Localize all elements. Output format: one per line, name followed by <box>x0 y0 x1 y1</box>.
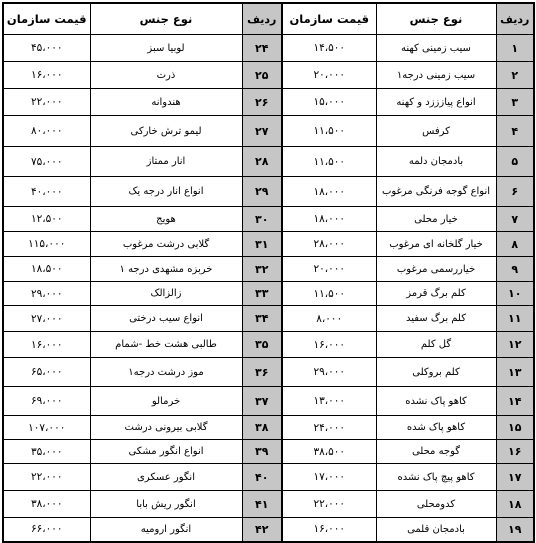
right-item-price: ۱۷،۰۰۰ <box>282 464 376 491</box>
right-item-price: ۸،۰۰۰ <box>282 306 376 332</box>
left-item-price: ۱۱۵،۰۰۰ <box>3 232 90 257</box>
right-item-name: انواع گوجه فرنگی مرغوب <box>376 177 496 207</box>
left-item-name: ذرت <box>90 62 242 89</box>
table-row <box>3 491 534 518</box>
right-item-name: کاهو پاک شده <box>376 416 496 440</box>
left-item-name: لوبیا سبز <box>90 35 242 62</box>
left-item-price: ۲۲،۰۰۰ <box>3 89 90 116</box>
right-item-name: سیب زمینی درجه۱ <box>376 62 496 89</box>
left-item-name: هندوانه <box>90 89 242 116</box>
right-item-index: ۱۳ <box>496 358 534 387</box>
left-item-name: انگور عسکری <box>90 464 242 491</box>
right-item-index: ۴ <box>496 116 534 147</box>
table-row <box>3 358 534 387</box>
right-item-name: بادمجان دلمه <box>376 147 496 177</box>
left-item-price: ۱۶،۰۰۰ <box>3 62 90 89</box>
left-item-index: ۳۴ <box>242 306 282 332</box>
table-row <box>3 257 534 282</box>
left-item-name: زالزالک <box>90 282 242 306</box>
right-item-index: ۱۶ <box>496 440 534 464</box>
right-item-index: ۱۰ <box>496 282 534 306</box>
right-item-index: ۳ <box>496 89 534 116</box>
header-row <box>3 3 534 35</box>
left-item-price: ۸۰،۰۰۰ <box>3 116 90 147</box>
table-row <box>3 232 534 257</box>
left-item-name: انواع انگور مشکی <box>90 440 242 464</box>
right-item-index: ۶ <box>496 177 534 207</box>
right-item-price: ۱۶،۰۰۰ <box>282 518 376 542</box>
right-item-name: خیار گلخانه ای مرغوب <box>376 232 496 257</box>
left-item-price: ۶۹،۰۰۰ <box>3 387 90 416</box>
left-item-price: ۶۵،۰۰۰ <box>3 358 90 387</box>
left-item-name: انواع انار درجه یک <box>90 177 242 207</box>
right-item-index: ۹ <box>496 257 534 282</box>
right-item-price: ۲۰،۰۰۰ <box>282 62 376 89</box>
table-row <box>3 332 534 358</box>
right-item-index: ۱۷ <box>496 464 534 491</box>
right-item-name: کرفس <box>376 116 496 147</box>
right-item-price: ۲۸،۰۰۰ <box>282 232 376 257</box>
right-item-name: خیاررسمی مرغوب <box>376 257 496 282</box>
right-item-index: ۱ <box>496 35 534 62</box>
right-item-price: ۱۳،۰۰۰ <box>282 387 376 416</box>
left-item-index: ۲۸ <box>242 147 282 177</box>
right-item-index: ۷ <box>496 207 534 232</box>
left-item-price: ۲۹،۰۰۰ <box>3 282 90 306</box>
left-item-price: ۱۲،۵۰۰ <box>3 207 90 232</box>
right-item-price: ۳۸،۵۰۰ <box>282 440 376 464</box>
right-item-index: ۱۵ <box>496 416 534 440</box>
right-item-index: ۱۴ <box>496 387 534 416</box>
left-item-name: لیمو ترش خارکی <box>90 116 242 147</box>
header-name-left: نوع جنس <box>90 3 242 35</box>
table-row <box>3 147 534 177</box>
right-item-price: ۱۱،۵۰۰ <box>282 116 376 147</box>
left-item-name: گلابی درشت مرغوب <box>90 232 242 257</box>
right-item-price: ۱۱،۵۰۰ <box>282 282 376 306</box>
right-item-name: سیب زمینی کهنه <box>376 35 496 62</box>
left-item-index: ۳۱ <box>242 232 282 257</box>
right-item-index: ۵ <box>496 147 534 177</box>
left-item-index: ۳۷ <box>242 387 282 416</box>
right-item-index: ۱۸ <box>496 491 534 518</box>
left-item-price: ۷۵،۰۰۰ <box>3 147 90 177</box>
right-item-name: بادمجان قلمی <box>376 518 496 542</box>
right-item-price: ۱۶،۰۰۰ <box>282 332 376 358</box>
right-item-name: کاهو پیچ پاک نشده <box>376 464 496 491</box>
right-item-name: خیار محلی <box>376 207 496 232</box>
table-row <box>3 282 534 306</box>
left-item-name: طالبی هشت خط -شمام <box>90 332 242 358</box>
right-item-index: ۸ <box>496 232 534 257</box>
right-item-price: ۱۸،۰۰۰ <box>282 177 376 207</box>
right-item-index: ۱۲ <box>496 332 534 358</box>
left-item-price: ۲۷،۰۰۰ <box>3 306 90 332</box>
left-item-price: ۱۶،۰۰۰ <box>3 332 90 358</box>
left-item-name: انگور ریش بابا <box>90 491 242 518</box>
price-list-table <box>2 2 535 543</box>
right-item-price: ۱۵،۰۰۰ <box>282 89 376 116</box>
table-row <box>3 177 534 207</box>
left-item-index: ۴۰ <box>242 464 282 491</box>
left-item-index: ۳۹ <box>242 440 282 464</box>
left-item-price: ۴۵،۰۰۰ <box>3 35 90 62</box>
left-item-name: انار ممتاز <box>90 147 242 177</box>
left-item-price: ۴۰،۰۰۰ <box>3 177 90 207</box>
table-row <box>3 116 534 147</box>
right-item-name: گوجه محلی <box>376 440 496 464</box>
header-name-right: نوع جنس <box>376 3 496 35</box>
right-item-index: ۱۹ <box>496 518 534 542</box>
left-item-index: ۳۳ <box>242 282 282 306</box>
left-item-price: ۳۵،۰۰۰ <box>3 440 90 464</box>
right-item-index: ۱۱ <box>496 306 534 332</box>
table-row <box>3 464 534 491</box>
left-item-index: ۲۷ <box>242 116 282 147</box>
header-index-left: ردیف <box>242 3 282 35</box>
right-item-index: ۲ <box>496 62 534 89</box>
right-item-price: ۱۱،۵۰۰ <box>282 147 376 177</box>
header-price-left: قیمت سازمان <box>3 3 90 35</box>
table-row <box>3 416 534 440</box>
left-item-price: ۳۸،۰۰۰ <box>3 491 90 518</box>
left-item-index: ۲۴ <box>242 35 282 62</box>
table-row <box>3 440 534 464</box>
left-item-name: انگور ارومیه <box>90 518 242 542</box>
right-item-price: ۱۸،۰۰۰ <box>282 207 376 232</box>
left-item-name: گلابی بیرونی درشت <box>90 416 242 440</box>
header-price-right: قیمت سازمان <box>282 3 376 35</box>
left-item-name: خربزه مشهدی درجه ۱ <box>90 257 242 282</box>
left-item-price: ۶۶،۰۰۰ <box>3 518 90 542</box>
left-item-name: هویج <box>90 207 242 232</box>
right-item-price: ۱۴،۵۰۰ <box>282 35 376 62</box>
right-item-name: کاهو پاک نشده <box>376 387 496 416</box>
table-row <box>3 306 534 332</box>
table-row <box>3 89 534 116</box>
left-item-index: ۳۶ <box>242 358 282 387</box>
left-item-index: ۳۵ <box>242 332 282 358</box>
table-row <box>3 62 534 89</box>
left-item-index: ۳۰ <box>242 207 282 232</box>
right-item-price: ۲۴،۰۰۰ <box>282 416 376 440</box>
left-item-price: ۱۰۷،۰۰۰ <box>3 416 90 440</box>
left-item-index: ۲۵ <box>242 62 282 89</box>
left-item-name: خرمالو <box>90 387 242 416</box>
header-index-right: ردیف <box>496 3 534 35</box>
right-item-name: کلم برگ سفید <box>376 306 496 332</box>
right-item-price: ۲۲،۰۰۰ <box>282 491 376 518</box>
left-item-price: ۲۲،۰۰۰ <box>3 464 90 491</box>
table-row <box>3 518 534 542</box>
left-item-index: ۴۱ <box>242 491 282 518</box>
table-row <box>3 387 534 416</box>
right-item-name: گل کلم <box>376 332 496 358</box>
left-item-index: ۳۲ <box>242 257 282 282</box>
left-item-price: ۱۸،۵۰۰ <box>3 257 90 282</box>
left-item-index: ۴۲ <box>242 518 282 542</box>
left-item-index: ۳۸ <box>242 416 282 440</box>
right-item-price: ۲۰،۰۰۰ <box>282 257 376 282</box>
table-row <box>3 35 534 62</box>
right-item-name: کلم بروکلی <box>376 358 496 387</box>
left-item-name: موز درشت درجه۱ <box>90 358 242 387</box>
table-row <box>3 207 534 232</box>
right-item-name: انواع پیازززد و کهنه <box>376 89 496 116</box>
right-item-name: کلم برگ قرمز <box>376 282 496 306</box>
right-item-price: ۲۹،۰۰۰ <box>282 358 376 387</box>
right-item-name: کدومحلی <box>376 491 496 518</box>
left-item-index: ۲۶ <box>242 89 282 116</box>
left-item-name: انواع سیب درختی <box>90 306 242 332</box>
left-item-index: ۲۹ <box>242 177 282 207</box>
